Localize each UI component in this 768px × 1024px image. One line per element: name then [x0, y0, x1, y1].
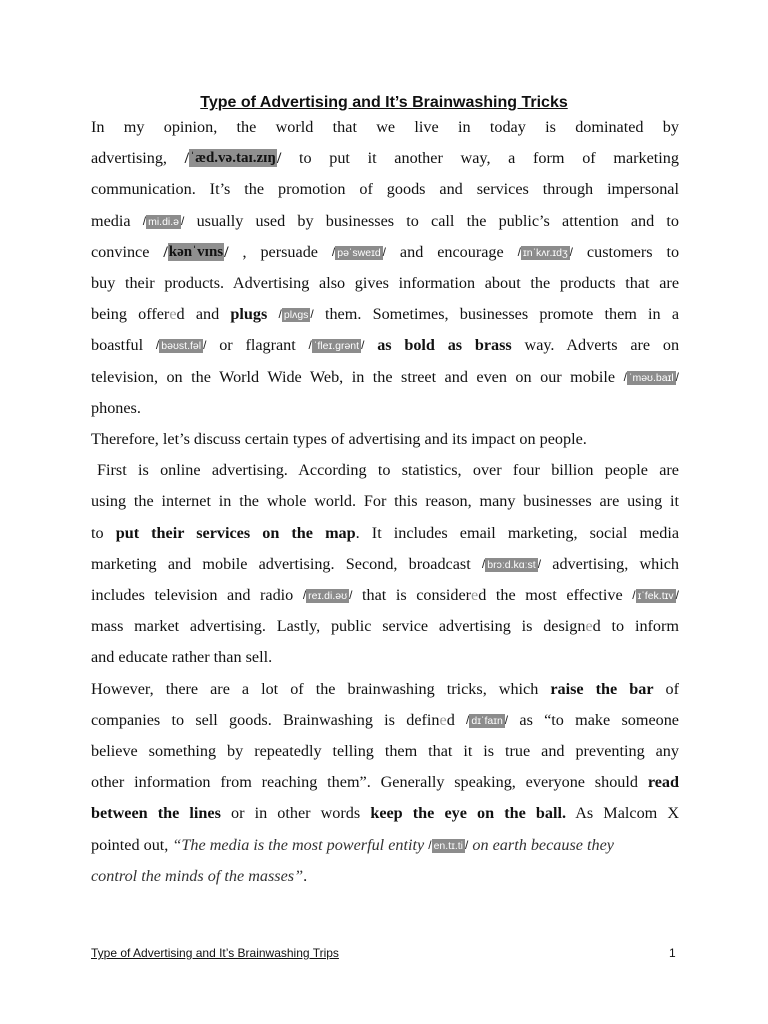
text-line: marketing and mobile advertising. Second, broadcast / brɔːd.kɑːst / advertising, which: [91, 554, 680, 573]
text-line: First is online advertising. According to statistics, over four billion people are: [97, 461, 679, 480]
text-line: media / mi.di.ə / usually used by businesses to call the public’s attention and to: [91, 211, 679, 230]
text-line: television, on the World Wide Web, in the street and even on our mobile / ˈməʊ.baɪl /: [91, 367, 680, 386]
text-line: mass market advertising. Lastly, public service advertising is designed to inform: [91, 617, 680, 636]
quote-text: “The media is the most powerful entity: [172, 835, 425, 854]
phonetic-highlight: ɪˈfek.tɪv: [637, 590, 674, 603]
text-line: to put their services on the map. It includes email marketing, social media: [91, 523, 679, 542]
text-line: being offered and plugs / plʌgs / them. Sometimes, businesses promote them in a: [91, 305, 680, 324]
page-number: 1: [669, 946, 676, 960]
phonetic-highlight: bəʊst.fəl: [161, 340, 202, 353]
footer-title: Type of Advertising and It’s Brainwashing Trips: [91, 946, 339, 960]
phonetic-highlight: reɪ.di.əʊ: [308, 590, 348, 603]
text-line: believe something by repeatedly telling them that it is true and preventing any: [91, 742, 679, 761]
text-line: buy their products. Advertising also gives information about the products that are: [91, 274, 679, 293]
text-line: control the minds of the masses”.: [91, 866, 308, 885]
phonetic-highlight: ˈməʊ.baɪl: [628, 371, 674, 384]
paragraph: Therefore, let’s discuss certain types of advertising and its impact on people.: [91, 430, 587, 449]
text-line: companies to sell goods. Brainwashing is defined / dɪˈfaɪn / as “to make someone: [91, 710, 679, 729]
text-line: advertising, /ˈæd.və.taɪ.zɪŋ/ to put it another way, a form of marketing: [91, 149, 679, 168]
text-line: boastful / bəʊst.fəl / or flagrant / ˈfleɪ.grənt / as bold as brass way. Adverts are on: [91, 336, 680, 355]
text-line: phones.: [91, 398, 141, 417]
phonetic-highlight: ˈæd.və.taɪ.zɪŋ: [190, 150, 276, 167]
document-title: Type of Advertising and It’s Brainwashing Tricks: [200, 94, 568, 111]
text-line: convince /kənˈvɪns/ , persuade / pəˈsweɪd / and encourage / ɪnˈkʌr.ɪdʒ / customers to: [91, 242, 680, 261]
phonetic-highlight: dɪˈfaɪn: [471, 714, 503, 727]
text-line: other information from reaching them”. Generally speaking, everyone should read: [91, 773, 679, 792]
text-line: using the internet in the whole world. For this reason, many businesses are using it: [91, 492, 679, 511]
text-line: In my opinion, the world that we live in today is dominated by: [91, 118, 679, 136]
document-body: [91, 112, 679, 892]
phonetic-highlight: mi.di.ə: [148, 215, 180, 228]
phonetic-highlight: brɔːd.kɑːst: [487, 558, 536, 571]
text-line: pointed out, “The media is the most powerful entity / en.tɪ.ti / on earth because they: [91, 835, 614, 854]
phonetic-highlight: ɪnˈkʌr.ɪdʒ: [522, 246, 568, 259]
text-line: and educate rather than sell.: [91, 648, 273, 667]
phonetic-highlight: ˈfleɪ.grənt: [313, 340, 360, 353]
phonetic-highlight: pəˈsweɪd: [337, 246, 381, 259]
phonetic-highlight: kənˈvɪns: [168, 243, 224, 260]
quote-text: control the minds of the masses”: [91, 866, 304, 885]
quote-text: on earth because they: [472, 835, 614, 854]
phonetic-highlight: en.tɪ.ti: [433, 839, 463, 852]
text-line: between the lines or in other words keep the eye on the ball. As Malcom X: [91, 804, 680, 823]
text-line: However, there are a lot of the brainwashing tricks, which raise the bar of: [91, 679, 680, 698]
phonetic-highlight: plʌgs: [283, 309, 309, 322]
text-line: communication. It’s the promotion of goods and services through impersonal: [91, 180, 679, 199]
text-line: includes television and radio / reɪ.di.əʊ / that is considered the most effective / ɪˈfek.tɪv /: [91, 586, 679, 605]
